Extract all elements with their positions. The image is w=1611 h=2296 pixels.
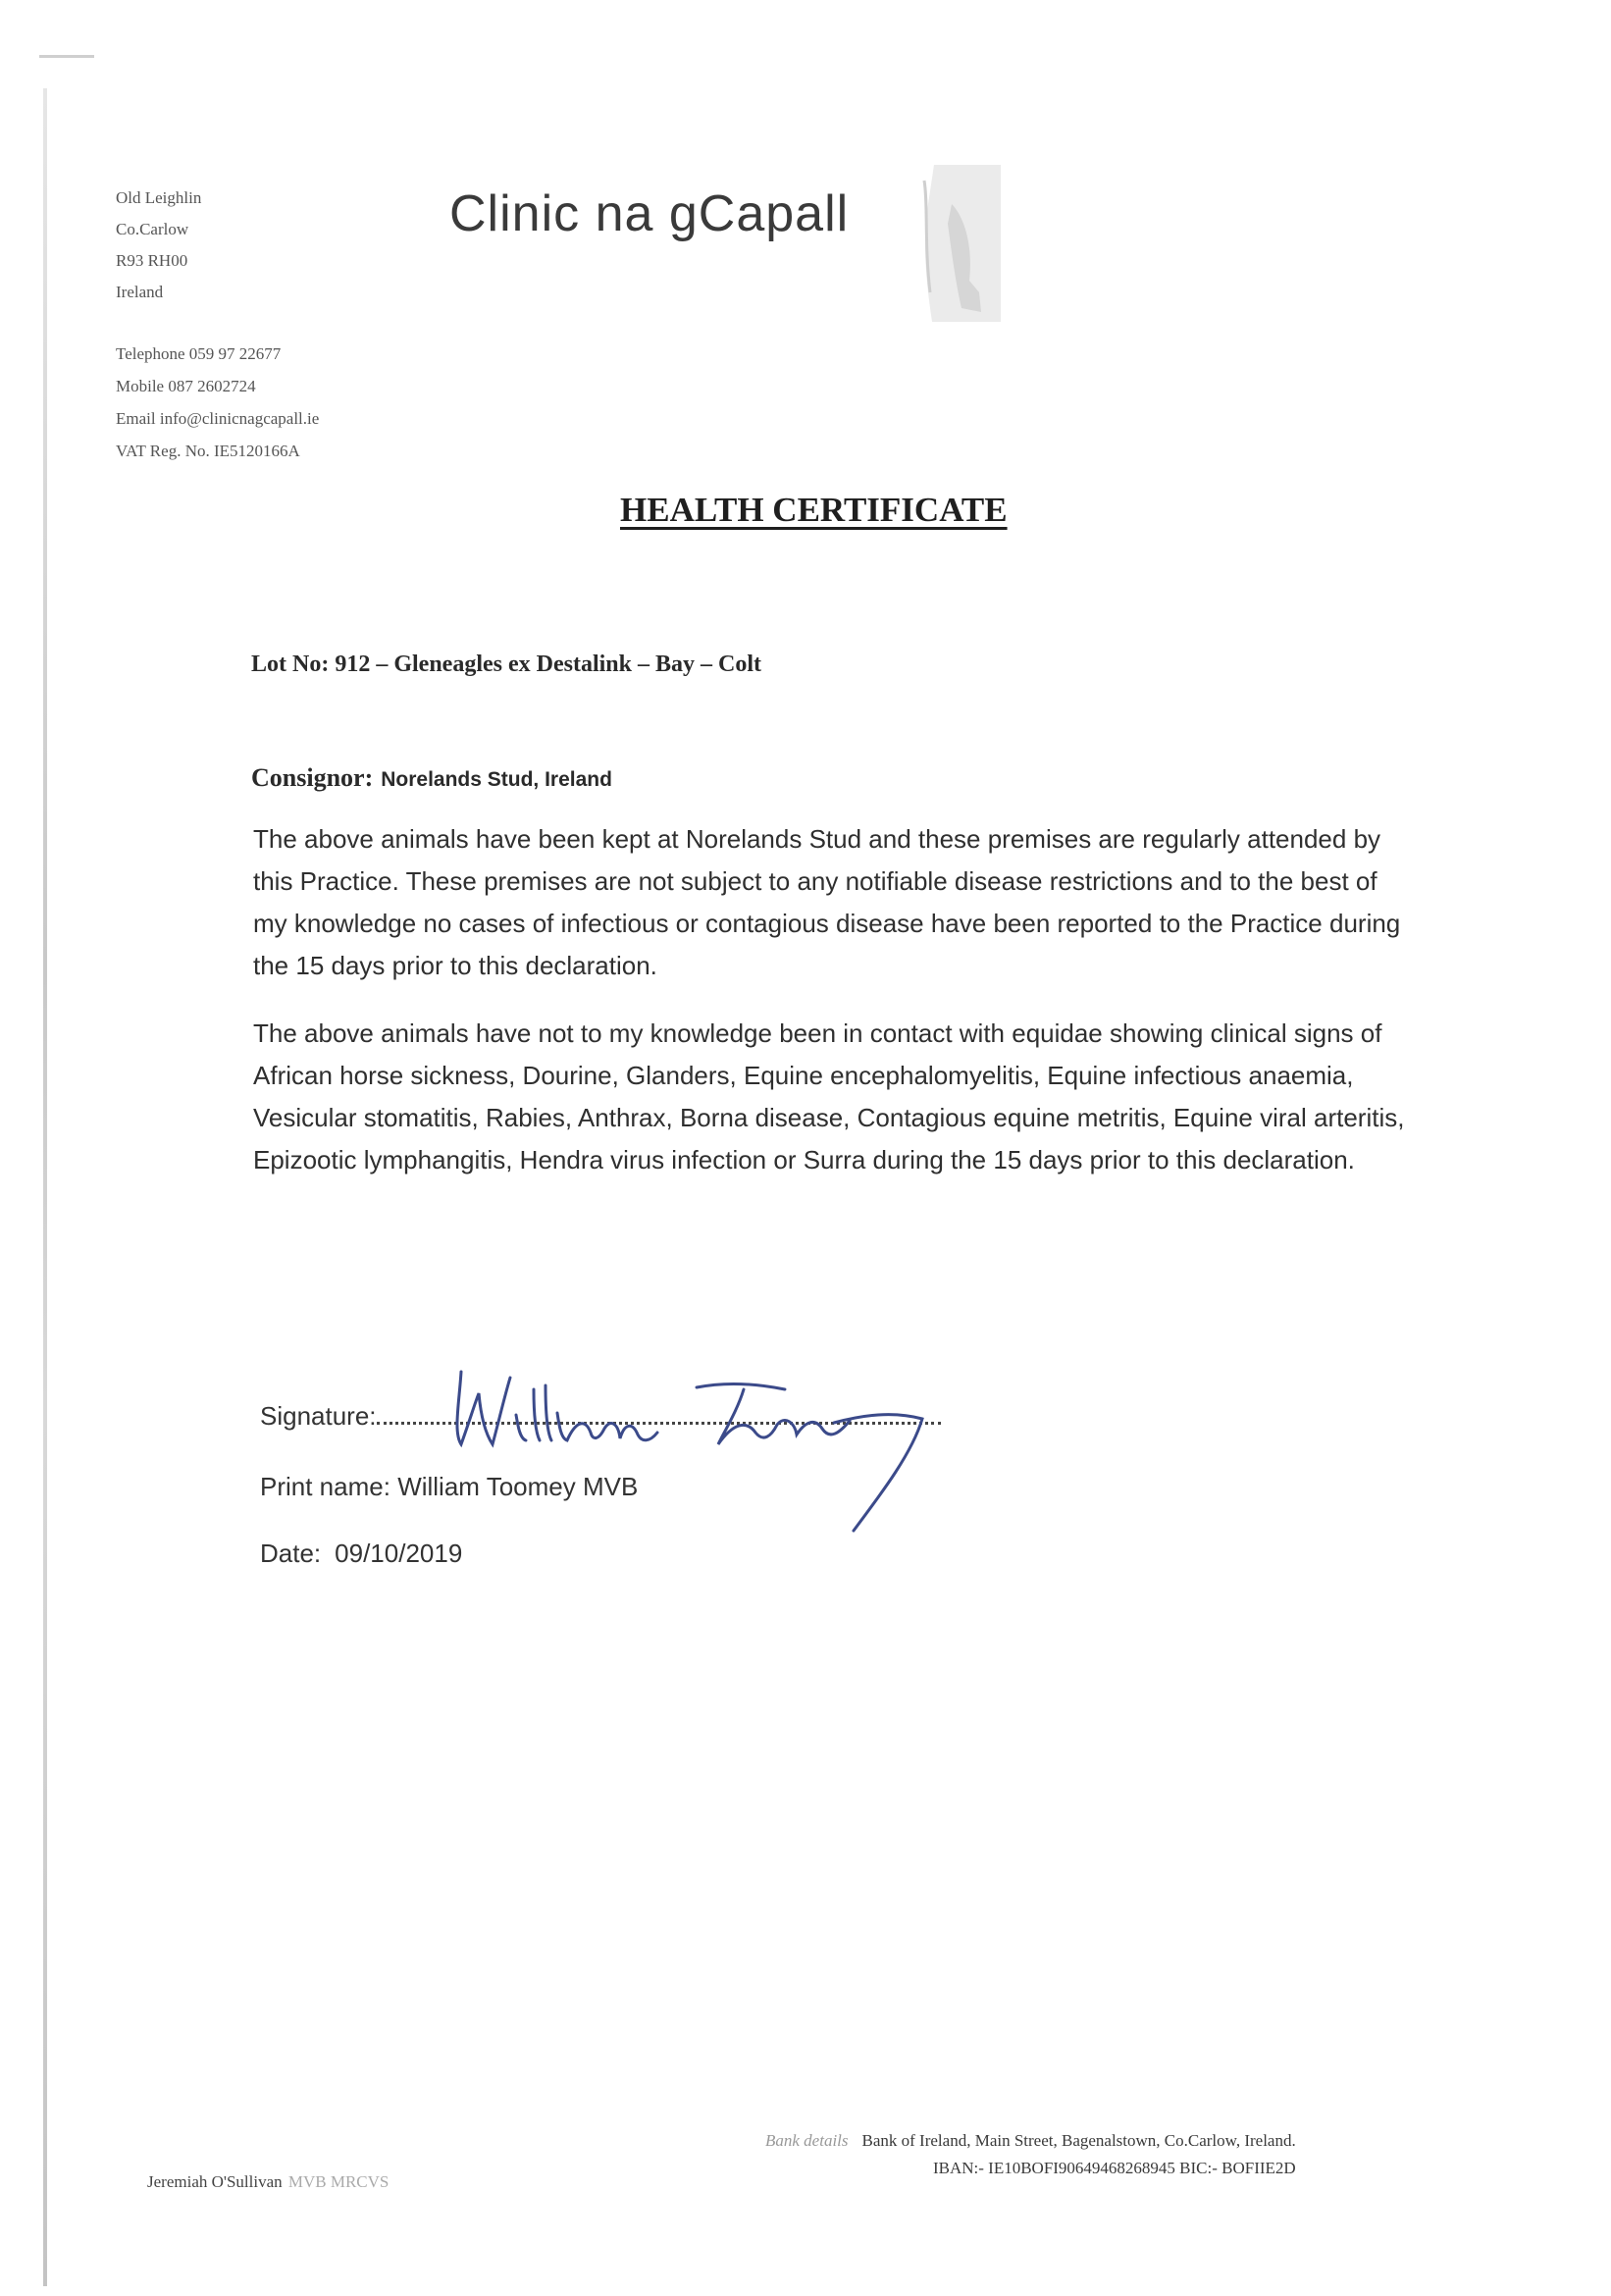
bank-label: Bank details (765, 2131, 849, 2150)
consignor-line (251, 763, 612, 793)
date-label: Date: (260, 1539, 322, 1568)
scan-edge-left (43, 88, 47, 2286)
footer-bank-details (765, 2127, 1296, 2182)
consignor-value: Norelands Stud, Ireland (381, 768, 612, 791)
partner-suffix: MVB MRCVS (287, 2172, 390, 2191)
clinic-contacts (116, 338, 319, 467)
horse-logo-icon (912, 165, 1001, 322)
bank-address: Bank of Ireland, Main Street, Bagenalstown, Co.Carlow, Ireland. (861, 2131, 1296, 2150)
handwritten-signature (432, 1354, 981, 1540)
document-title: HEALTH CERTIFICATE (620, 491, 1008, 529)
vat-number: VAT Reg. No. IE5120166A (116, 442, 300, 460)
date-value: 09/10/2019 (335, 1539, 463, 1568)
clinic-address (116, 183, 201, 308)
signature-label: Signature: (260, 1401, 377, 1431)
mobile: Mobile 087 2602724 (116, 377, 256, 395)
email: Email info@clinicnagcapall.ie (116, 409, 320, 428)
consignor-label: Consignor: (251, 763, 374, 792)
address-line: R93 RH00 (116, 251, 188, 270)
print-name-line (260, 1472, 638, 1502)
print-name-label: Print name: (260, 1472, 390, 1501)
premises-declaration: The above animals have been kept at Norelands Stud and these premises are regularly attended by this Practice. These premises are not subject to any notifiable disease restrictions and to the best of my knowledge no cases of infectious or contagious disease have been reported to the Practice during the 15 days prior to this declaration. (253, 824, 1401, 980)
scan-edge-top (39, 55, 94, 58)
print-name-value: William Toomey MVB (397, 1472, 639, 1501)
clinic-logo-text: Clinic na gCapall (449, 185, 850, 242)
lot-number-line: Lot No: 912 – Gleneagles ex Destalink – Bay – Colt (251, 652, 761, 677)
disease-contact-declaration: The above animals have not to my knowledge been in contact with equidae showing clinical signs of African horse sickness, Dourine, Glanders, Equine encephalomyelitis, Equine infectious anaemia, Vesicular stomatitis, Rabies, Anthrax, Borna disease, Contagious equine metritis, Equine viral arteritis, Epizootic lymphangitis, Hendra virus infection or Surra during the 15 days prior to this declaration. (253, 1018, 1405, 1174)
address-line: Co.Carlow (116, 220, 189, 238)
address-line: Old Leighlin (116, 188, 202, 207)
telephone: Telephone 059 97 22677 (116, 344, 282, 363)
partner-name: Jeremiah O'Sullivan (147, 2172, 283, 2191)
date-line (260, 1539, 462, 1569)
iban-bic: IBAN:- IE10BOFI90649468268945 BIC:- BOFIIE2D (932, 2159, 1296, 2177)
address-line: Ireland (116, 283, 164, 301)
footer-partner (147, 2172, 389, 2192)
